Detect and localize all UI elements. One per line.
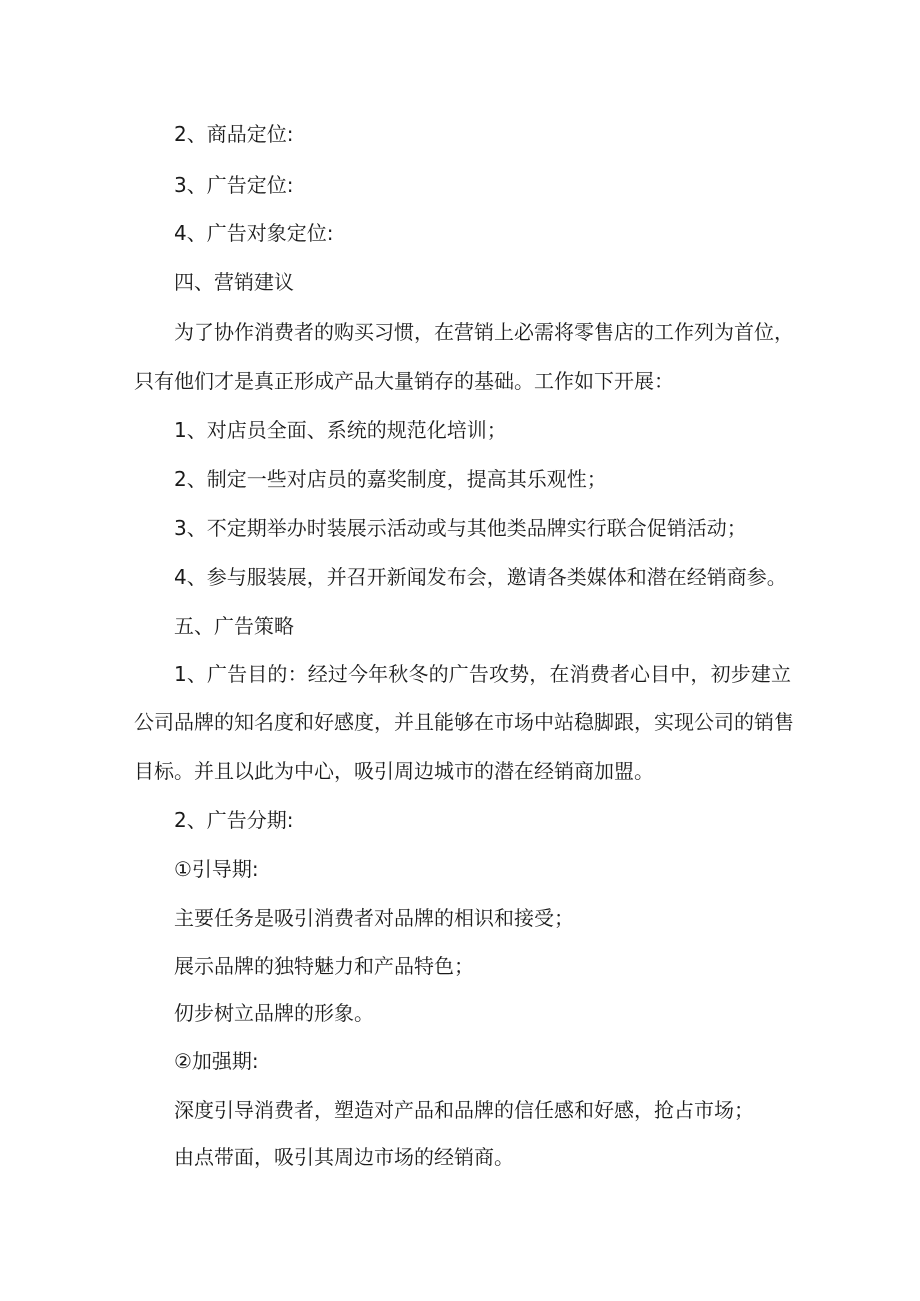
marketing-item-1: 1、对店员全面、系统的规范化培训；: [174, 418, 507, 442]
phase-2-point-2: 由点带面，吸引其周边市场的经销商。: [174, 1145, 514, 1169]
phase-1-point-3: 仞步树立品牌的形象。: [174, 1001, 374, 1025]
section-heading-advertising: 五、广告策略: [174, 614, 294, 638]
phase-1-point-1: 主要任务是吸引消费者对品牌的相识和接受；: [174, 906, 574, 930]
phase-1-title: ①引导期:: [174, 857, 259, 881]
ad-goal-line-1: 1、广告目的：经过今年秋冬的广告攻势，在消费者心目中，初步建立: [174, 662, 791, 686]
ad-staging-label: 2、广告分期:: [174, 808, 294, 832]
item-ad-positioning: 3、广告定位:: [174, 173, 294, 197]
ad-goal-line-2: 公司品牌的知名度和好感度，并且能够在市场中站稳脚跟，实现公司的销售: [134, 710, 794, 734]
marketing-item-2: 2、制定一些对店员的嘉奖制度，提高其乐观性；: [174, 467, 607, 491]
marketing-intro-line-2: 只有他们才是真正形成产品大量销存的基础。工作如下开展：: [134, 369, 674, 393]
phase-1-point-2: 展示品牌的独特魅力和产品特色；: [174, 954, 474, 978]
marketing-item-3: 3、不定期举办时装展示活动或与其他类品牌实行联合促销活动；: [174, 516, 747, 540]
item-product-positioning: 2、商品定位:: [174, 122, 294, 146]
item-ad-audience-positioning: 4、广告对象定位:: [174, 221, 334, 245]
ad-goal-line-3: 目标。并且以此为中心，吸引周边城市的潜在经销商加盟。: [134, 759, 654, 783]
phase-2-title: ②加强期:: [174, 1049, 259, 1073]
marketing-intro-line-1: 为了协作消费者的购买习惯，在营销上必需将零售店的工作列为首位，: [174, 320, 794, 344]
section-heading-marketing: 四、营销建议: [174, 270, 294, 294]
marketing-item-4: 4、参与服装展，并召开新闻发布会，邀请各类媒体和潜在经销商参。: [174, 565, 787, 589]
phase-2-point-1: 深度引导消费者，塑造对产品和品牌的信任感和好感，抢占市场；: [174, 1098, 754, 1122]
